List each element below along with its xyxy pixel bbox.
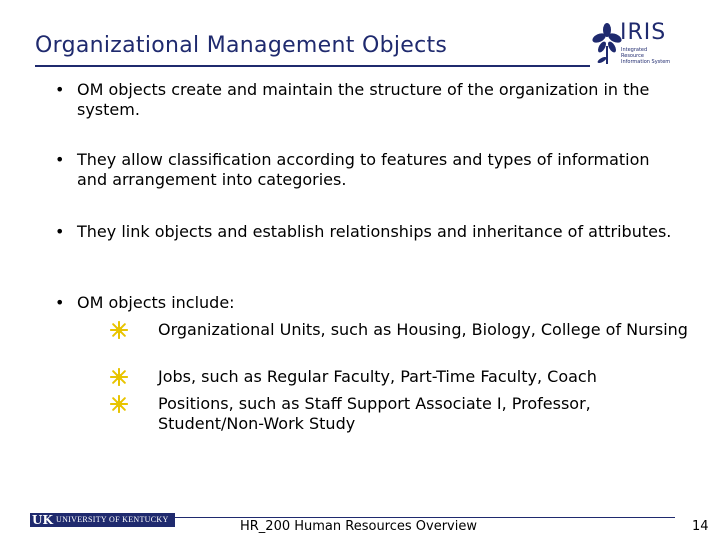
star-burst-icon (110, 368, 128, 386)
title-underline (35, 65, 590, 67)
uk-wordmark: UNIVERSITY OF KENTUCKY (56, 515, 169, 524)
iris-logo (592, 20, 670, 70)
sub-bullet-text: Organizational Units, such as Housing, Biology, College of Nursing (158, 320, 688, 339)
logo-tagline: Integrated Resource Information System (621, 47, 671, 65)
uk-logo (30, 513, 175, 527)
page-number: 14 (692, 519, 709, 534)
bullet-text: OM objects create and maintain the structure of the organization in the system. (77, 80, 650, 119)
bullet-dot: • (55, 80, 65, 99)
flower-icon (592, 22, 622, 66)
bullet-dot: • (55, 293, 65, 312)
bullet-dot: • (55, 222, 65, 241)
footer-course-title: HR_200 Human Resources Overview (240, 519, 477, 534)
bullet-dot: • (55, 150, 65, 169)
star-burst-icon (110, 395, 128, 413)
star-burst-icon (110, 321, 128, 339)
footer-rule (175, 517, 675, 518)
bullet-text: OM objects include: (77, 293, 235, 312)
slide-title: Organizational Management Objects (35, 33, 448, 58)
uk-mark: UK (32, 513, 53, 527)
bullet-text: They link objects and establish relationships and inheritance of attributes. (77, 222, 672, 241)
sub-bullet-text: Jobs, such as Regular Faculty, Part-Time Faculty, Coach (158, 367, 597, 386)
sub-bullet-text: Positions, such as Staff Support Associate I, Professor, Student/Non-Work Study (158, 394, 591, 433)
bullet-text: They allow classification according to features and types of information and arrangement into categories. (77, 150, 650, 189)
logo-wordmark: IRIS (620, 20, 667, 45)
